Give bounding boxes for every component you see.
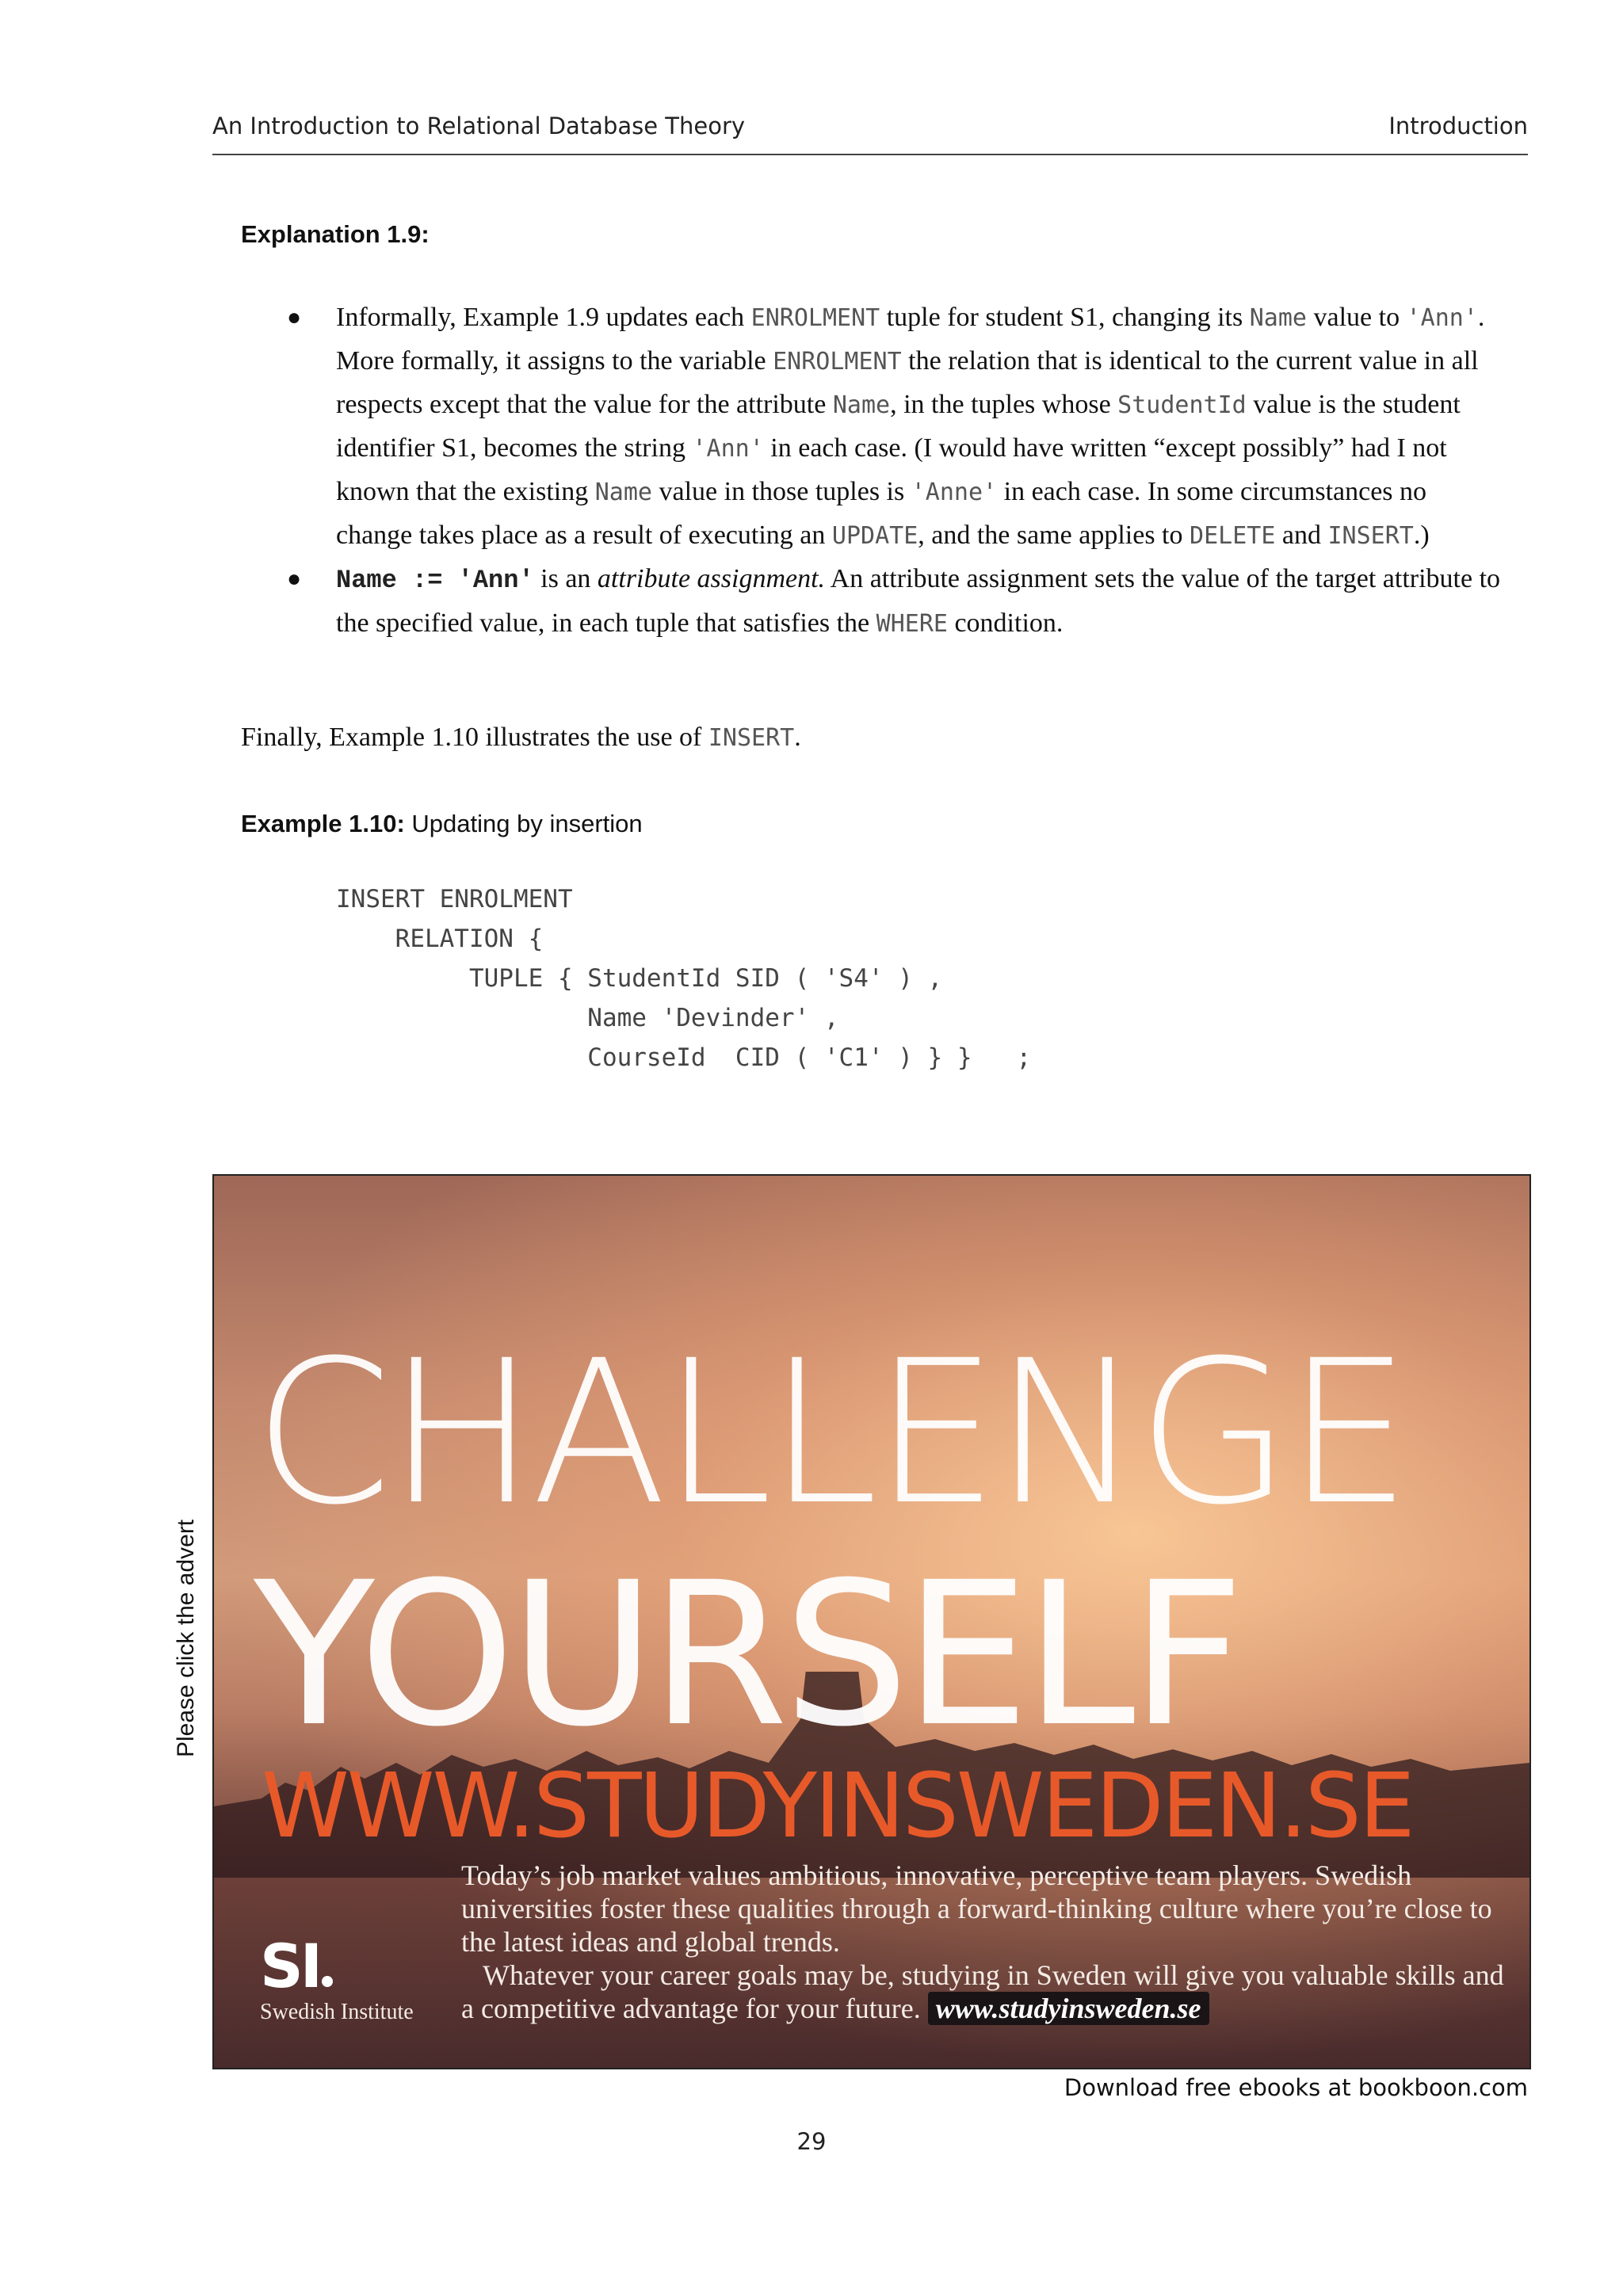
advert-headline-2: YOURSELF [254,1539,1240,1770]
swedish-institute-name: Swedish Institute [260,2000,414,2024]
logo-text: SI [260,1931,320,2001]
advert-paragraph [461,1958,1507,2025]
text-run: . [794,723,801,752]
text-run: the relation that is identical to the current value in all respects except that the value for the attribute [336,346,1479,419]
advert-headline-1: CHALLENGE [254,1318,1407,1548]
code-block [336,879,1031,1077]
code-run: 'Anne' [911,479,998,506]
advert-body [461,1859,1507,2025]
code-run: Name [832,391,891,419]
advert-paragraph-text: Whatever your career goals may be, studying in Sweden will give you valuable skills and a competitive advantage for your future. [461,1959,1504,2024]
finally-paragraph [241,723,801,753]
book-title: An Introduction to Relational Database Theory [212,113,746,139]
example-label: Example 1.10: [241,810,405,837]
italic-run: attribute assignment. [597,564,826,593]
code-run: WHERE [876,610,948,638]
explanation-heading: Explanation 1.9: [241,220,430,248]
code-run: ENROLMENT [773,348,902,376]
code-line: CourseId CID ( 'C1' ) } } ; [336,1043,1032,1072]
bullet-dot-icon: ● [287,566,302,592]
explanation-bullets [287,296,1509,646]
code-line: INSERT ENROLMENT [336,885,573,913]
text-run: Finally, Example 1.10 illustrates the use of [241,723,708,752]
text-run: is an [533,564,598,593]
page-number: 29 [796,2128,827,2155]
logo-dot-icon [322,1976,333,1987]
code-run: INSERT [708,724,795,752]
text-run: Informally, Example 1.9 updates each [336,303,751,332]
code-line: Name 'Devinder' , [336,1004,839,1032]
code-run: Name := 'Ann' [336,566,534,595]
running-header [212,113,1528,155]
code-run: INSERT [1327,522,1414,550]
text-run: , in the tuples whose [890,390,1118,419]
text-run: and [1275,521,1328,550]
code-run: DELETE [1190,522,1276,550]
code-run: StudentId [1117,391,1247,419]
code-line: TUPLE { StudentId SID ( 'S4' ) , [336,964,943,993]
text-run: value in those tuples is [652,477,911,506]
text-run: tuple for student S1, changing its [880,303,1250,332]
code-line: RELATION { [336,925,544,953]
code-run: 'Ann' [692,435,764,463]
advert-url-large[interactable]: WWW.STUDYINSWEDEN.SE [262,1755,1413,1858]
text-run: in each case. In some circumstances no change takes place as a result of executing an [336,477,1427,550]
code-run: 'Ann' [1406,304,1478,332]
text-run: value is the student identifier S1, becomes the string [336,390,1461,463]
text-run: , and the same applies to [918,521,1190,550]
text-run: . More formally, it assigns to the variable [336,303,1485,376]
text-run: condition. [947,608,1064,638]
code-run: Name [594,479,652,506]
code-run: Name [1249,304,1307,332]
bullet-item [287,296,1509,558]
text-run: .) [1413,521,1430,550]
download-link[interactable]: Download free ebooks at bookboon.com [1064,2074,1528,2101]
swedish-institute-logo [260,1931,333,2001]
text-run: in each case. (I would have written “except possibly” had I not known that the existing [336,433,1447,506]
bullet-item [287,558,1509,646]
advert-banner[interactable] [212,1174,1531,2069]
example-heading [241,810,643,838]
code-run: ENROLMENT [750,304,880,332]
bullet-dot-icon: ● [287,304,302,330]
advert-url-small[interactable]: www.studyinsweden.se [928,1992,1209,2025]
click-advert-label: Please click the advert [173,1519,199,1757]
example-title: Updating by insertion [404,810,643,837]
section-title: Introduction [1388,113,1528,139]
code-run: UPDATE [831,522,918,550]
text-run: value to [1307,303,1407,332]
text-run: An attribute assignment sets the value of the target attribute to the specified value, in each tuple that satisfies the [336,564,1501,638]
advert-paragraph: Today’s job market values ambitious, innovative, perceptive team players. Swedish universities foster these qualities through a forward-thinking culture where you’re close to the latest ideas and global trends. [461,1859,1492,1958]
